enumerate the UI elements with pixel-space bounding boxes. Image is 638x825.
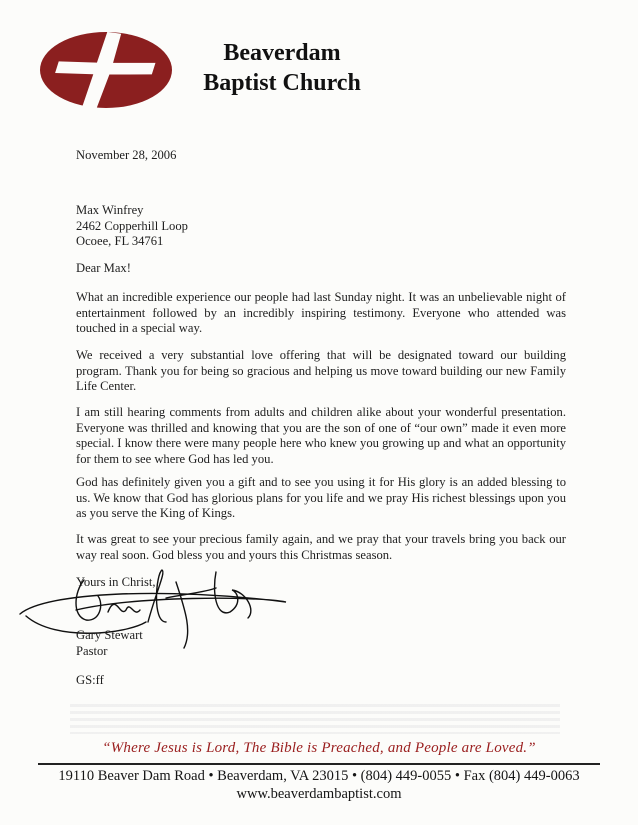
footer-divider [38, 763, 600, 765]
body-paragraph-1: What an incredible experience our people had last Sunday night. It was an unbelievable night of entertainment followed by an incredibly inspiring testimony. Everyone who attended was touched in a special way. [76, 290, 566, 336]
salutation: Dear Max! [76, 261, 131, 275]
recipient-city: Ocoee, FL 34761 [76, 234, 164, 249]
church-name [182, 38, 382, 98]
church-name-line2: Baptist Church [203, 70, 361, 96]
typist-initials: GS:ff [76, 673, 104, 687]
closing: Yours in Christ, [76, 575, 156, 589]
church-tagline: “Where Jesus is Lord, The Bible is Preached, and People are Loved.” [102, 740, 536, 756]
signer-title: Pastor [76, 644, 108, 658]
footer-address: 19110 Beaver Dam Road • Beaverdam, VA 23015 • (804) 449-0055 • Fax (804) 449-0063 [58, 768, 580, 784]
body-paragraph-3: I am still hearing comments from adults and children alike about your wonderful presentation. Everyone was thrilled and knowing that you are the son of one of “our own” made it even more special. I know there were many people here who knew you growing up and what an opportunity for them to see where God has led you. [76, 405, 566, 466]
footer-website: www.beaverdambaptist.com [236, 786, 402, 802]
cross-logo-icon [36, 22, 178, 114]
body-paragraph-4: God has definitely given you a gift and to see you using it for His glory is an added blessing to us. We know that God has glorious plans for you life and we pray His richest blessings upon you as you serve the King of Kings. [76, 475, 566, 521]
church-name-line1: Beaverdam [223, 40, 341, 66]
bleed-through-texture [70, 700, 560, 734]
signer-name: Gary Stewart [76, 628, 143, 642]
recipient-name: Max Winfrey [76, 203, 144, 217]
recipient-street: 2462 Copperhill Loop [76, 218, 188, 233]
body-paragraph-5: It was great to see your precious family again, and we pray that your travels bring you back our way real soon. God bless you and yours this Christmas season. [76, 532, 566, 562]
recipient-address [76, 203, 566, 250]
body-paragraph-2: We received a very substantial love offering that will be designated toward our building program. Thank you for being so gracious and helping us move toward building our new Family Life Center. [76, 348, 566, 394]
letter-date: November 28, 2006 [76, 148, 177, 162]
